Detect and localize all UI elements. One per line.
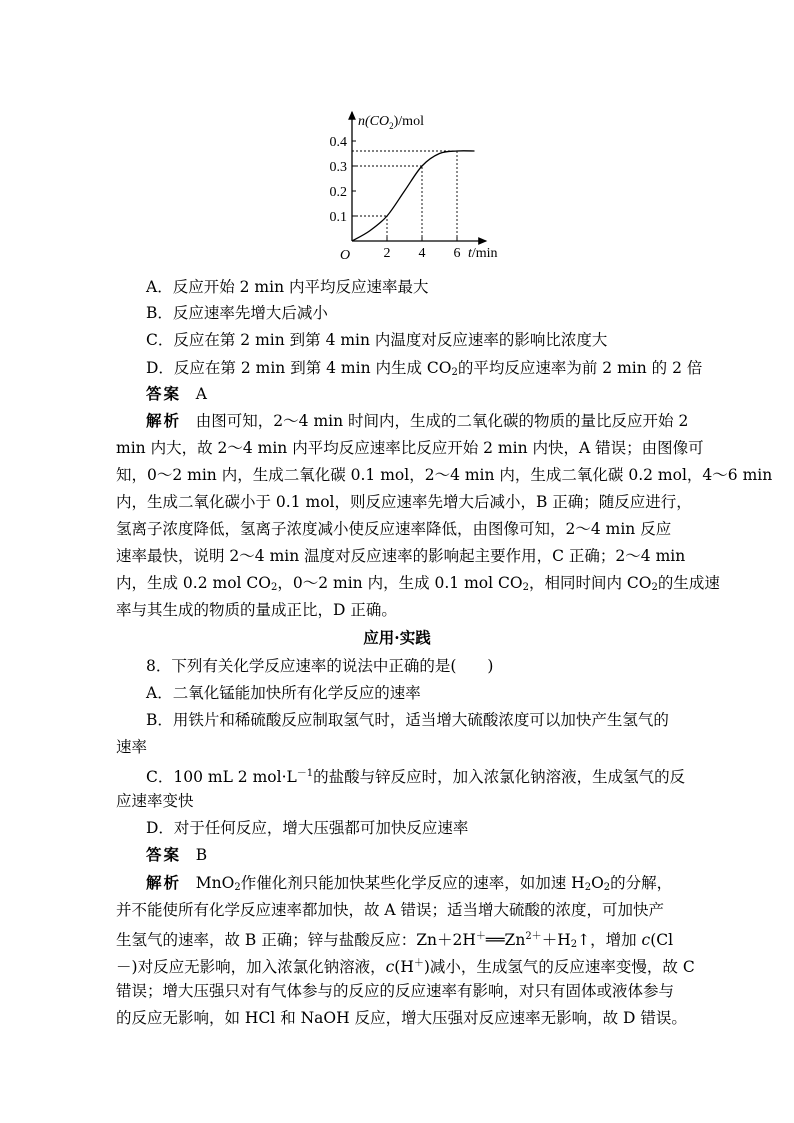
q7-analysis-line: 速率最快，说明 2～4 min 温度对反应速率的影响起主要作用，C 正确；2～4 min (116, 547, 686, 565)
x-axis-label: t/min (468, 246, 498, 261)
q8-option-b: B．用铁片和稀硫酸反应制取氢气时，适当增大硫酸浓度可以加快产生氢气的 (146, 711, 669, 729)
x-tick-label: 6 (453, 246, 461, 261)
x-tick-label: 4 (418, 246, 426, 261)
q8-analysis-line: 错误；增大压强只对有气体参与的反应的反应速率有影响，对只有固体或液体参与 (116, 982, 675, 1000)
y-tick-label: 0.1 (329, 210, 347, 225)
co2-amount-chart (318, 100, 518, 270)
q7-option-d: D．反应在第 2 min 到第 4 min 内生成 $CO_2$的平均反应速率为前 2 min 的 2 倍 (146, 359, 703, 378)
y-tick-label: 0.2 (329, 185, 347, 200)
x-tick-label: 2 (383, 246, 391, 261)
q7-analysis-line: 内，生成二氧化碳小于 0.1 mol，则反应速率先增大后减小，B 正确；随反应进行， (116, 493, 692, 511)
q7-analysis-line: min 内大，故 2～4 min 内平均反应速率比反应开始 2 min 内快，A 错误；由图像可 (116, 439, 704, 457)
q7-option-c: C．反应在第 2 min 到第 4 min 内温度对反应速率的影响比浓度大 (146, 331, 608, 349)
q8-analysis-line: －)对反应无影响，加入浓氯化钠溶液，c(H＋)减小，生成氢气的反应速率变慢，故 C (116, 958, 695, 976)
q7-analysis-line: 内，生成 0.2 mol $CO_2$，0～2 min 内，生成 0.1 mol $CO_2$，相同时间内 $CO_2$的生成速 (116, 574, 720, 593)
q7-analysis-line: 解析 由图可知，2～4 min 时间内，生成的二氧化碳的物质的量比反应开始 2 (146, 411, 689, 430)
q8-answer: 答案 B (146, 845, 208, 864)
q8-analysis-line: 解析 MnO$_2$作催化剂只能加快某些化学反应的速率，如加速 $H_2O_2$的分解， (146, 873, 673, 893)
co2-curve (352, 151, 475, 241)
q8-option-b-cont: 速率 (116, 738, 148, 756)
q8-analysis-line: 并不能使所有化学反应速率都加快，故 A 错误；适当增大硫酸的浓度，可加快产 (116, 901, 665, 919)
y-axis-label: $n(CO_2)$/mol (358, 114, 424, 131)
y-tick-label: 0.4 (329, 135, 347, 150)
y-tick-label: 0.3 (329, 160, 347, 175)
q7-analysis-line: 氢离子浓度降低，氢离子浓度减小使反应速率降低，由图像可知，2～4 min 反应 (116, 520, 672, 538)
q7-analysis-line: 知，0～2 min 内，生成二氧化碳 0.1 mol，2～4 min 内，生成二氧化碳 0.2 mol，4～6 min (116, 466, 773, 484)
q8-option-c: C．100 mL 2 $mol\cdot L^{-1}$的盐酸与锌反应时，加入浓氯化钠溶液，生成氢气的反 (146, 768, 686, 786)
q8-option-d: D．对于任何反应，增大压强都可加快反应速率 (146, 819, 469, 837)
q8-option-c-cont: 应速率变快 (116, 792, 194, 810)
q8-analysis-line: 生氢气的速率，故 B 正确；锌与盐酸反应：$Zn+2H^+══Zn^{2+}+H_2↑$，增加 c(Cl (116, 931, 674, 950)
origin-label: O (340, 248, 351, 263)
q7-option-a: A．反应开始 2 min 内平均反应速率最大 (146, 278, 429, 296)
q7-option-b: B．反应速率先增大后减小 (146, 304, 328, 322)
q8-option-a: A．二氧化锰能加快所有化学反应的速率 (146, 684, 421, 702)
q8-analysis-line: 的反应无影响，如 HCl 和 NaOH 反应，增大压强对反应速率无影响，故 D 错误。 (116, 1009, 687, 1027)
q7-answer: 答案 A (146, 384, 207, 403)
q7-analysis-line: 率与其生成的物质的量成正比，D 正确。 (116, 601, 397, 619)
section-title: 应用·实践 (363, 628, 431, 647)
q8-stem: 8．下列有关化学反应速率的说法中正确的是( ) (146, 657, 494, 675)
